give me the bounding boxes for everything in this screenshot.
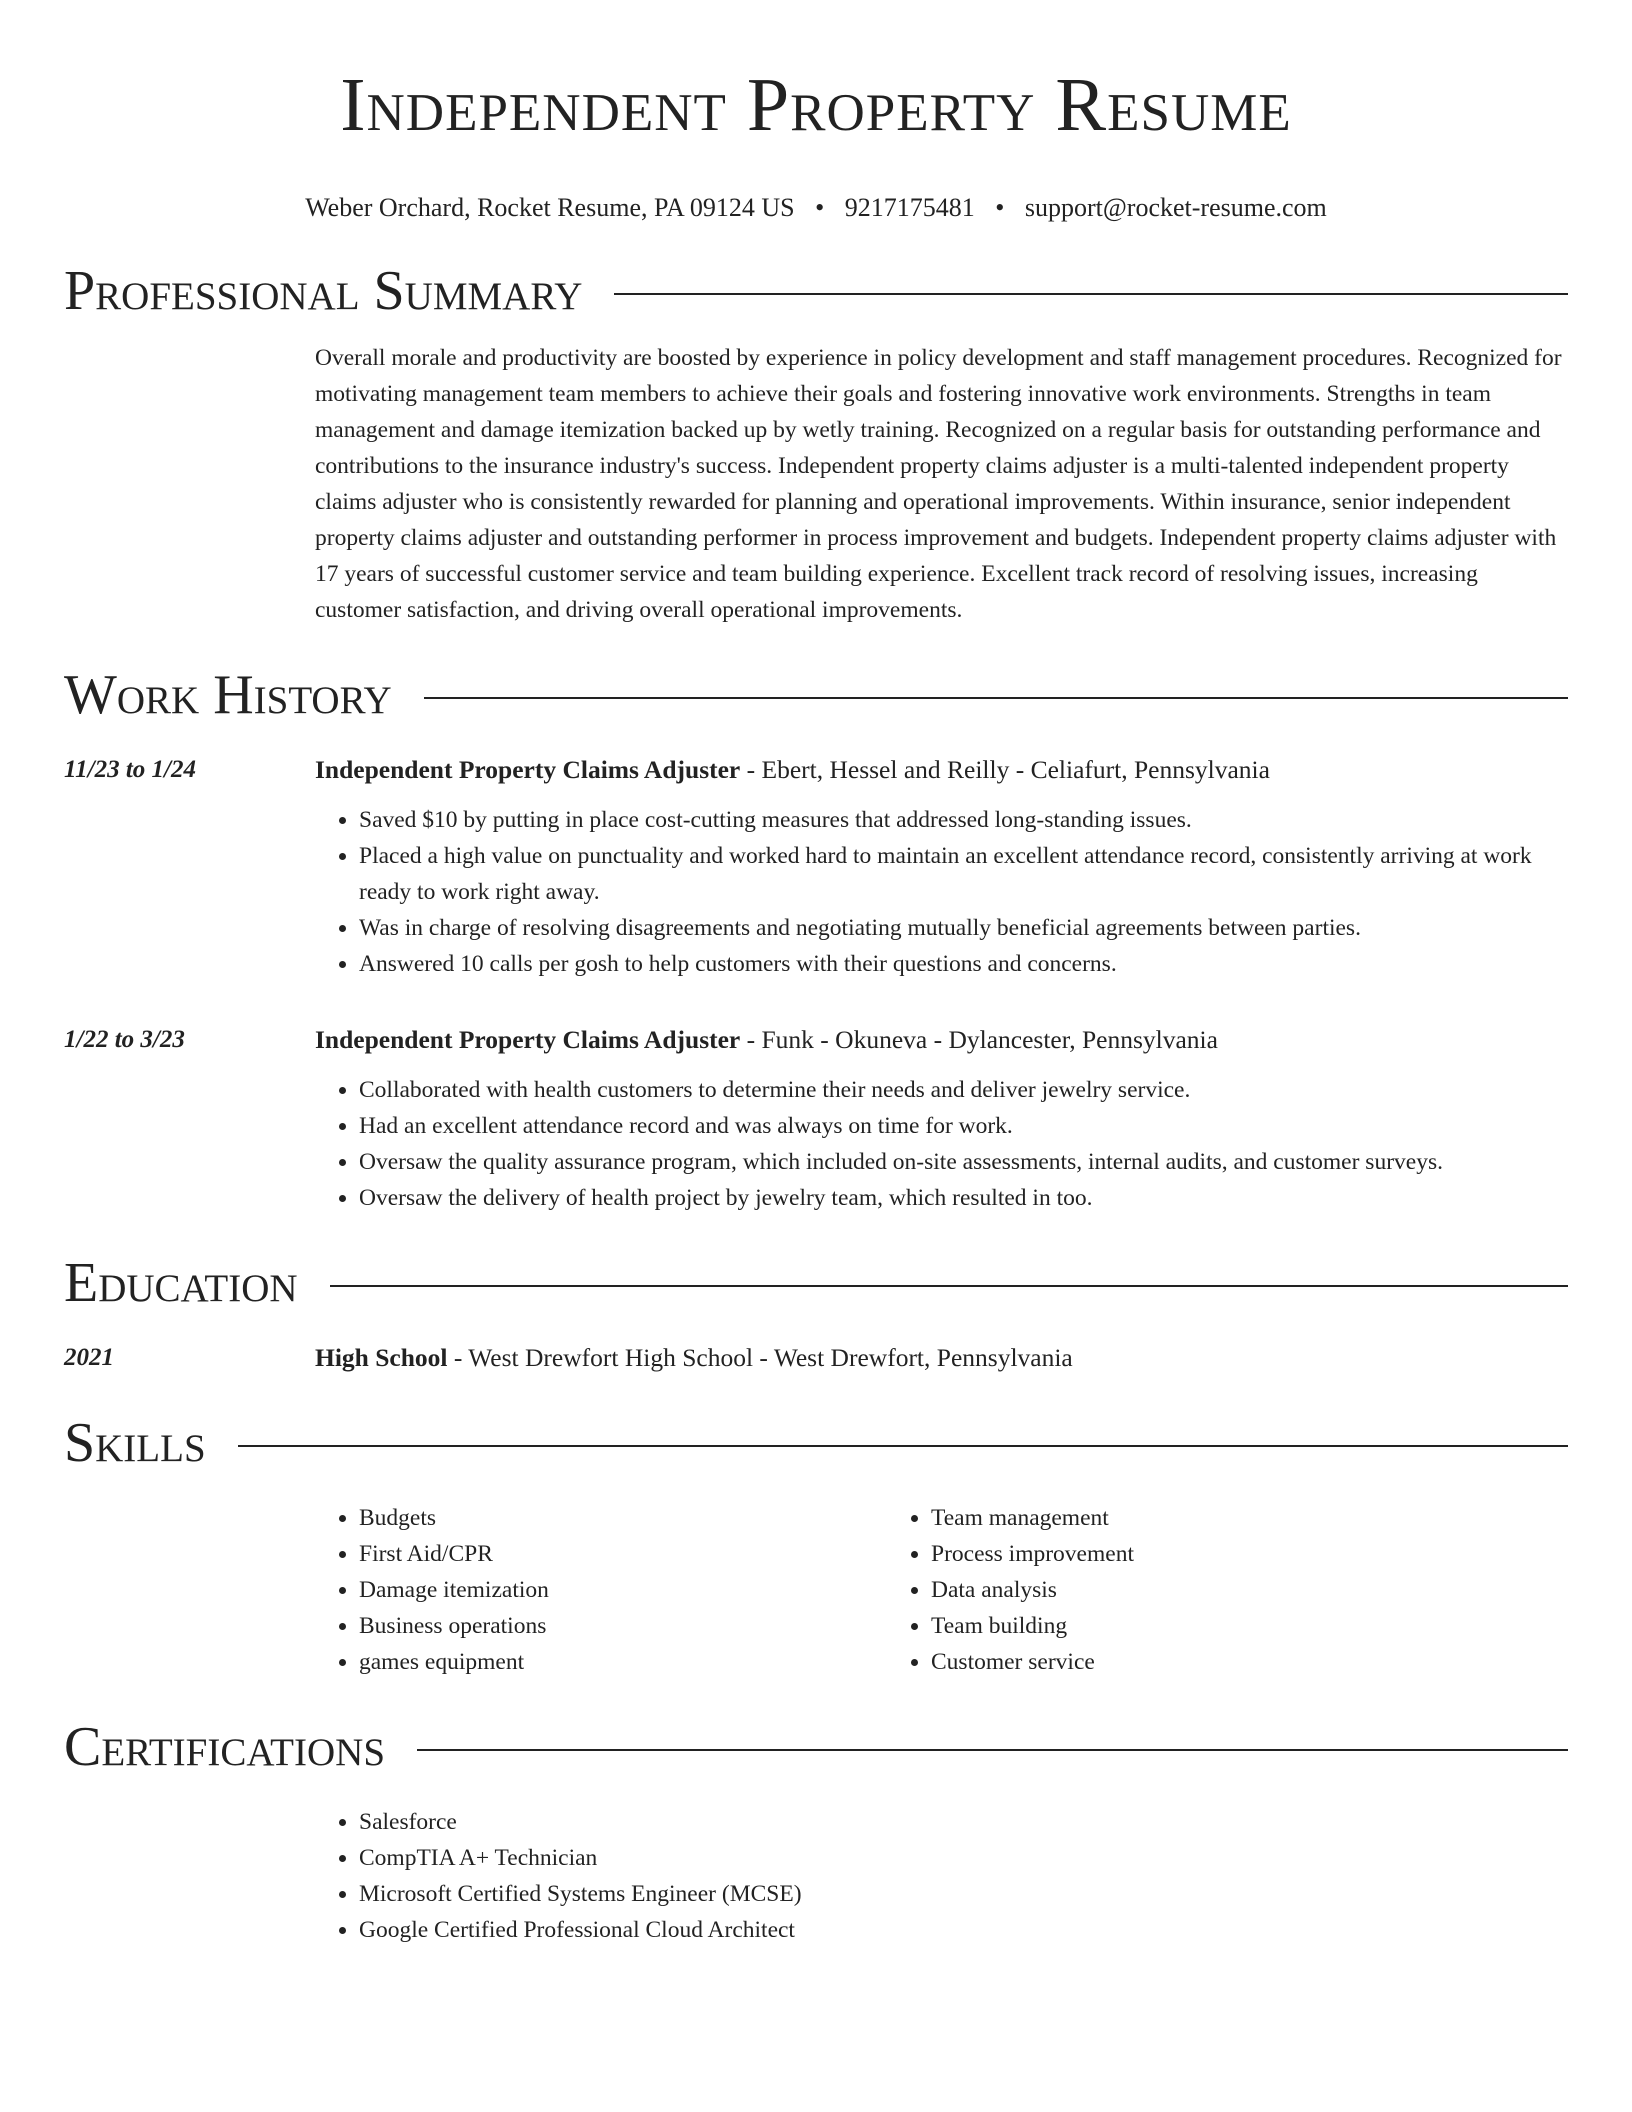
skills-column-right <box>887 1500 1459 1680</box>
section-divider <box>330 1285 1568 1287</box>
education-role <box>315 1340 1568 1376</box>
job-header <box>64 752 1568 788</box>
job-role <box>315 1022 1568 1058</box>
job-title: Independent Property Claims Adjuster <box>315 755 741 784</box>
skills-heading: Skills <box>64 1412 206 1474</box>
summary-text: Overall morale and productivity are boosted by experience in policy development and staff management procedures. Recognized for motivating management team members to achieve their goals and fostering innovative work environments. Strengths in team management and damage itemization backed up by wetly training. Recognized on a regular basis for outstanding performance and contributions to the insurance industry's success. Independent property claims adjuster is a multi-talented independent property claims adjuster who is consistently rewarded for planning and operational improvements. Within insurance, senior independent property claims adjuster and outstanding performer in process improvement and budgets. Independent property claims adjuster with 17 years of successful customer service and team building experience. Excellent track record of resolving issues, increasing customer satisfaction, and driving overall operational improvements. <box>315 345 1562 623</box>
education-section-header <box>64 1250 1568 1316</box>
list-item: • First Aid/CPR <box>359 1536 887 1572</box>
education-degree: High School <box>315 1343 448 1372</box>
certifications-section-header <box>64 1714 1568 1780</box>
list-item: • Budgets <box>359 1500 887 1536</box>
list-item: • Placed a high value on punctuality and worked hard to maintain an excellent attendance record, consistently arriving at work ready to work right away. <box>359 838 1568 910</box>
list-item: • Google Certified Professional Cloud Architect <box>359 1912 1568 1948</box>
summary-section-header <box>64 258 1568 324</box>
education-heading: Education <box>64 1252 298 1314</box>
list-item: • Team building <box>931 1608 1459 1644</box>
list-item: • Oversaw the delivery of health project by jewelry team, which resulted in too. <box>359 1180 1568 1216</box>
list-item: • CompTIA A+ Technician <box>359 1840 1568 1876</box>
contact-separator: • <box>995 193 1005 222</box>
work-heading: Work History <box>64 664 392 726</box>
list-item: • Customer service <box>931 1644 1459 1680</box>
certifications-list <box>315 1804 1568 1948</box>
contact-email: support@rocket-resume.com <box>1024 193 1327 222</box>
list-item: • Saved $10 by putting in place cost-cutting measures that addressed long-standing issues. <box>359 802 1568 838</box>
list-item: • games equipment <box>359 1644 887 1680</box>
job-entry <box>64 752 1568 982</box>
list-item: • Answered 10 calls per gosh to help customers with their questions and concerns. <box>359 946 1568 982</box>
skills-column-left <box>315 1500 887 1680</box>
education-entry <box>64 1340 1568 1376</box>
job-dates: 1/22 to 3/23 <box>64 1026 185 1053</box>
section-divider <box>424 697 1568 699</box>
list-item: • Had an excellent attendance record and was always on time for work. <box>359 1108 1568 1144</box>
job-details: - Funk - Okuneva - Dylancester, Pennsylvania <box>740 1025 1218 1054</box>
list-item: • Oversaw the quality assurance program, which included on-site assessments, internal audits, and customer surveys. <box>359 1144 1568 1180</box>
summary-heading: Professional Summary <box>64 260 583 322</box>
list-item: • Was in charge of resolving disagreements and negotiating mutually beneficial agreements between parties. <box>359 910 1568 946</box>
skills-section-header <box>64 1410 1568 1476</box>
work-section-header <box>64 662 1568 728</box>
job-bullets <box>315 1072 1568 1216</box>
list-item: • Microsoft Certified Systems Engineer (MCSE) <box>359 1876 1568 1912</box>
section-divider <box>417 1749 1568 1751</box>
contact-phone: 9217175481 <box>844 193 975 222</box>
education-year: 2021 <box>64 1344 114 1371</box>
education-details: - West Drewfort High School - West Drewfort, Pennsylvania <box>447 1343 1073 1372</box>
skills-list <box>315 1500 1568 1680</box>
job-header <box>64 1022 1568 1058</box>
job-title: Independent Property Claims Adjuster <box>315 1025 741 1054</box>
job-details: - Ebert, Hessel and Reilly - Celiafurt, Pennsylvania <box>740 755 1270 784</box>
contact-address: Weber Orchard, Rocket Resume, PA 09124 US <box>305 193 795 222</box>
list-item: • Collaborated with health customers to determine their needs and deliver jewelry service. <box>359 1072 1568 1108</box>
certifications-heading: Certifications <box>64 1716 386 1778</box>
job-role <box>315 752 1568 788</box>
contact-line <box>64 192 1568 224</box>
job-entry <box>64 1022 1568 1216</box>
job-dates: 11/23 to 1/24 <box>64 756 196 783</box>
list-item: • Business operations <box>359 1608 887 1644</box>
section-divider <box>238 1445 1568 1447</box>
section-divider <box>614 293 1568 295</box>
list-item: • Data analysis <box>931 1572 1459 1608</box>
list-item: • Team management <box>931 1500 1459 1536</box>
list-item: • Salesforce <box>359 1804 1568 1840</box>
contact-separator: • <box>815 193 825 222</box>
job-bullets <box>315 802 1568 982</box>
resume-title: Independent Property Resume <box>340 63 1292 147</box>
list-item: • Process improvement <box>931 1536 1459 1572</box>
list-item: • Damage itemization <box>359 1572 887 1608</box>
